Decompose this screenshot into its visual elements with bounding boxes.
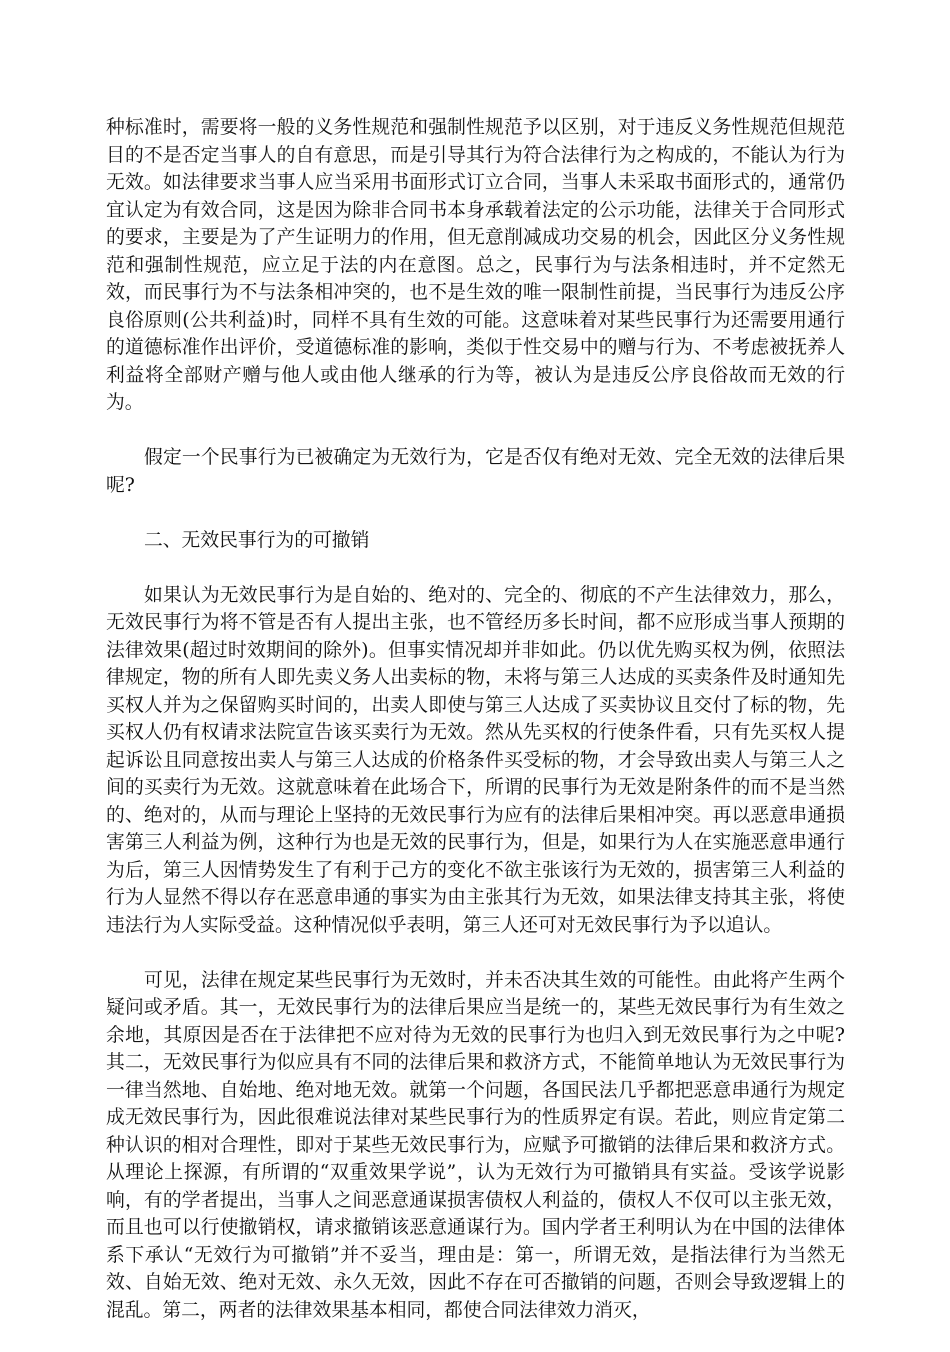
section-heading: 二、无效民事行为的可撤销: [144, 529, 370, 551]
paragraph-body: 可见，法律在规定某些民事行为无效时，并未否决其生效的可能性。由此将产生两个疑问或矛盾。其一，无效民事行为的法律后果应当是统一的，某些无效民事行为有生效之余地，其原因是否在于法律把不应对待为无效的民事行为也归入到无效民事行为之中呢?其二，无效民事行为似应具有不同的法律后果和救济方式，不能简单地认为无效民事行为一律当然地、自始地、绝对地无效。就第一个问题，各国民法几乎都把恶意串通行为规定成无效民事行为，因此很难说法律对某些民事行为的性质界定有误。若此，则应肯定第二种认识的相对合理性，即对于某些无效民事行为，应赋予可撤销的法律后果和救济方式。从理论上探源，有所谓的“双重效果学说”，认为无效行为可撤销具有实益。受该学说影响，有的学者提出，当事人之间恶意通谋损害债权人利益的，债权人不仅可以主张无效，而且也可以行使撤销权，请求撤销该恶意通谋行为。国内学者王利明认为在中国的法律体系下承认“无效行为可撤销”并不妥当，理由是：第一，所谓无效，是指法律行为当然无效、自始无效、绝对无效、永久无效，因此不存在可否撤销的问题，否则会导致逻辑上的混乱。第二，两者的法律效果基本相同，都使合同法律效力消灭，: [106, 969, 845, 1321]
paragraph-question: 假定一个民事行为已被确定为无效行为，它是否仅有绝对无效、完全无效的法律后果呢?: [106, 447, 845, 496]
paragraph-continued: 种标准时，需要将一般的义务性规范和强制性规范予以区别，对于违反义务性规范但规范目的不是否定当事人的自有意思，而是引导其行为符合法律行为之构成的，不能认为行为无效。如法律要求当事人应当采用书面形式订立合同，当事人未采取书面形式的，通常仍宜认定为有效合同，这是因为除非合同书本身承载着法定的公示功能，法律关于合同形式的要求，主要是为了产生证明力的作用，但无意削减成功交易的机会，因此区分义务性规范和强制性规范，应立足于法的内在意图。总之，民事行为与法条相违时，并不定然无效，而民事行为不与法条相冲突的，也不是生效的唯一限制性前提，当民事行为违反公序良俗原则(公共利益)时，同样不具有生效的可能。这意味着对某些民事行为还需要用通行的道德标准作出评价，受道德标准的影响，类似于性交易中的赠与行为、不考虑被抚养人利益将全部财产赠与他人或由他人继承的行为等，被认为是违反公序良俗故而无效的行为。: [106, 117, 845, 413]
paragraph-body: 如果认为无效民事行为是自始的、绝对的、完全的、彻底的不产生法律效力，那么，无效民事行为将不管是否有人提出主张，也不管经历多长时间，都不应形成当事人预期的法律效果(超过时效期间的除外)。但事实情况却并非如此。仍以优先购买权为例，依照法律规定，物的所有人即先卖义务人出卖标的物，未将与第三人达成的买卖条件及时通知先买权人并为之保留购买时间的，出卖人即使与第三人达成了买卖协议且交付了标的物，先买权人仍有权请求法院宣告该买卖行为无效。然从先买权的行使条件看，只有先买权人提起诉讼且同意按出卖人与第三人达成的价格条件买受标的物，才会导致出卖人与第三人之间的买卖行为无效。这就意味着在此场合下，所谓的民事行为无效是附条件的而不是当然的、绝对的，从而与理论上坚持的无效民事行为应有的法律后果相冲突。再以恶意串通损害第三人利益为例，这种行为也是无效的民事行为，但是，如果行为人在实施恶意串通行为后，第三人因情势发生了有利于己方的变化不欲主张该行为无效的，损害第三人利益的行为人显然不得以存在恶意串通的事实为由主张其行为无效，如果法律支持其主张，将使违法行为人实际受益。这种情况似乎表明，第三人还可对无效民事行为予以追认。: [106, 584, 845, 936]
document-page: [106, 114, 845, 1352]
